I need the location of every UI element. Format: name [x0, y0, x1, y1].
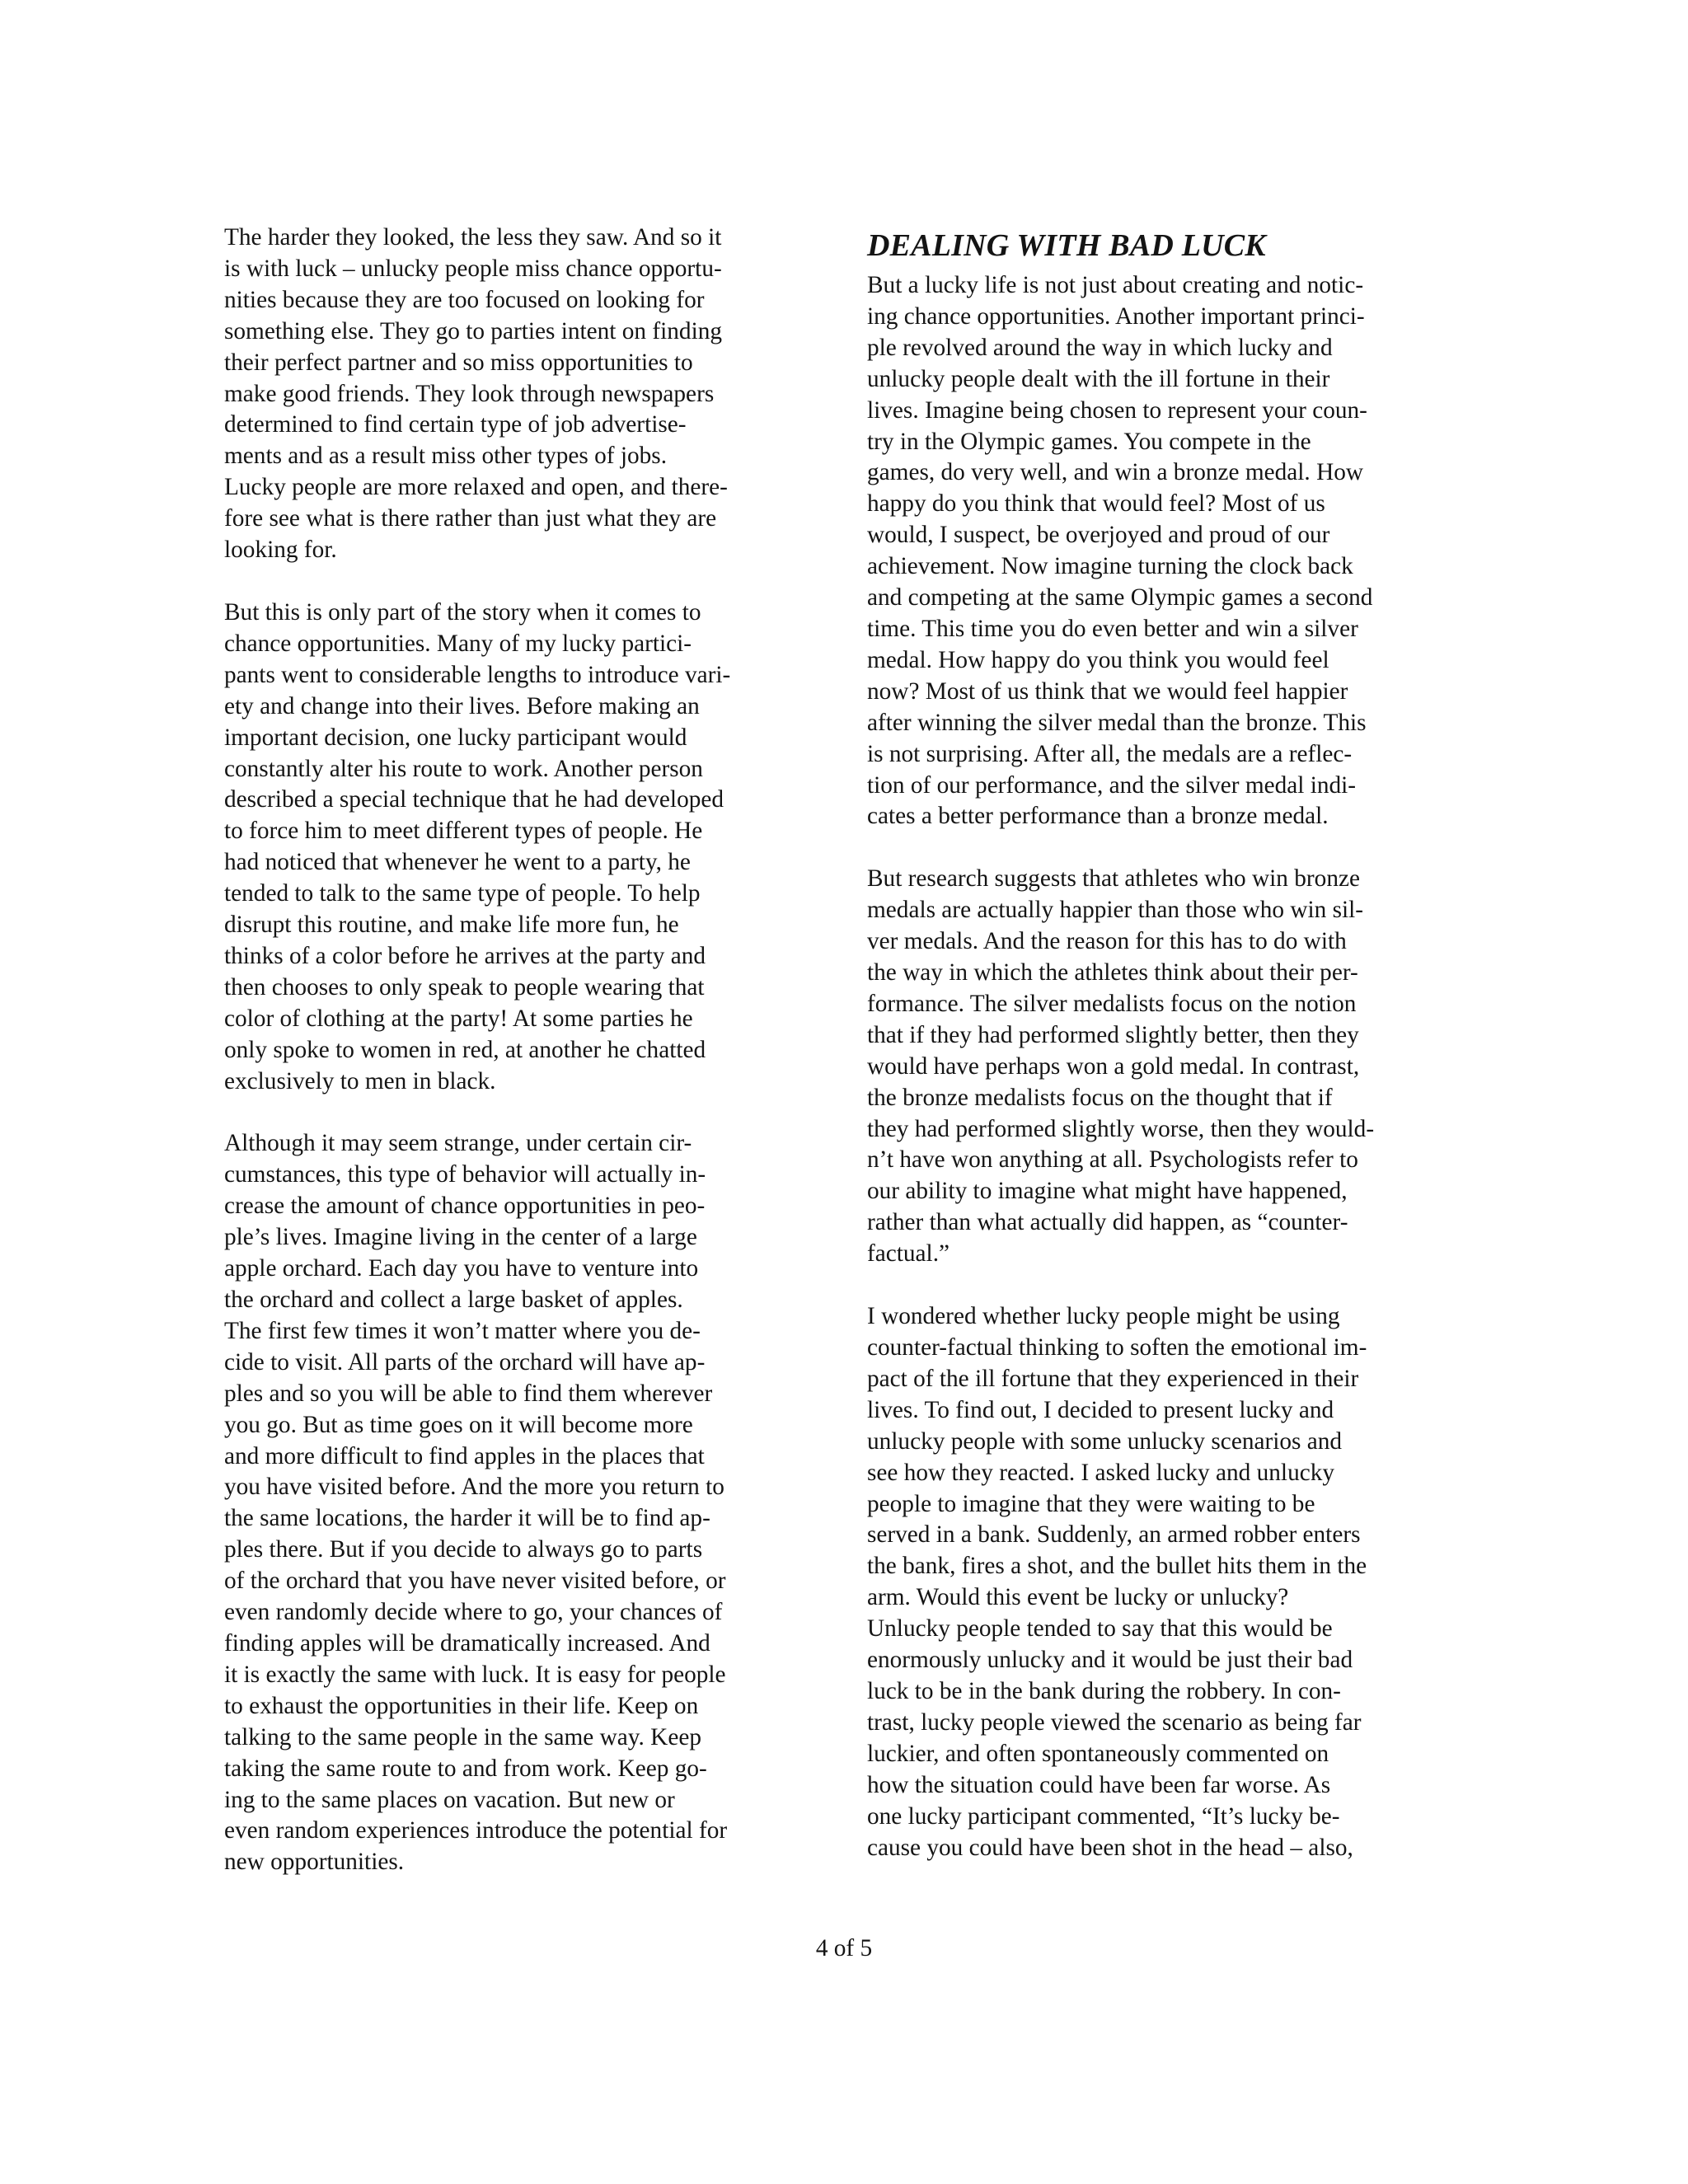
left-column: [224, 223, 809, 1878]
right-paragraph-2: But research suggests that athletes who win bronze medals are actually happier than those who win sil- ver medals. And the reason for this has to do with the way in which the athletes think about their per- formance. The silver medalists focus on the notion that if they had performed slightly better, then they would have perhaps won a gold medal. In contrast, the bronze medalists focus on the thought that if they had performed slightly worse, then they would- n’t have won anything at all. Psychologists refer to our ability to imagine what might have happened, rather than what actually did happen, as “counter- factual.”: [867, 865, 1375, 1268]
right-paragraph-3: I wondered whether lucky people might be using counter-factual thinking to soften the emotional im- pact of the ill fortune that they experienced in their lives. To find out, I decided to present lucky and unlucky people with some unlucky scenarios and see how they reacted. I asked lucky and unlucky people to imagine that they were waiting to be served in a bank. Suddenly, an armed robber enters the bank, fires a shot, and the bullet hits them in the arm. Would this event be lucky or unlucky? Unlucky people tended to say that this would be enormously unlucky and it would be just their bad luck to be in the bank during the robbery. In con- trast, lucky people viewed the scenario as being far luckier, and often spontaneously commented on how the situation could have been far worse. As one lucky participant commented, “It’s lucky be- cause you could have been shot in the head – also,: [867, 1303, 1367, 1861]
left-paragraph-1: The harder they looked, the less they saw. And so it is with luck – unlucky people miss chance opportu- nities because they are too focused on looking for something else. They go to parties intent on finding their perfect partner and so miss opportunities to make good friends. They look through newspapers determined to find certain type of job advertise- ments and as a result miss other types of jobs. Lucky people are more relaxed and open, and there- fore see what is there rather than just what they are looking for.: [224, 224, 728, 564]
right-column: [867, 223, 1452, 1863]
right-paragraph-1: But a lucky life is not just about creating and notic- ing chance opportunities. Another important princi- ple revolved around the way in which lucky and unlucky people dealt with the ill fortune in their lives. Imagine being chosen to represent your coun- try in the Olympic games. You compete in the games, do very well, and win a bronze medal. How happy do you think that would feel? Most of us would, I suspect, be overjoyed and proud of our achievement. Now imagine turning the clock back and competing at the same Olympic games a second time. This time you do even better and win a silver medal. How happy do you think you would feel now? Most of us think that we would feel happier after winning the silver medal than the bronze. This is not surprising. After all, the medals are a reflec- tion of our performance, and the silver medal indi- cates a better performance than a bronze medal.: [867, 272, 1373, 830]
left-paragraph-2: But this is only part of the story when it comes to chance opportunities. Many of my lucky partici- pants went to considerable lengths to introduce vari- ety and change into their lives. Before making an important decision, one lucky participant would constantly alter his route to work. Another person described a special technique that he had developed to force him to meet different types of people. He had noticed that whenever he went to a party, he tended to talk to the same type of people. To help disrupt this routine, and make life more fun, he thinks of a color before he arrives at the party and then chooses to only speak to people wearing that color of clothing at the party! At some parties he only spoke to women in red, at another he chatted exclusively to men in black.: [224, 598, 731, 1094]
left-paragraph-3: Although it may seem strange, under certain cir- cumstances, this type of behavior will actually in- crease the amount of chance opportunities in peo- ple’s lives. Imagine living in the center of a large apple orchard. Each day you have to venture into the orchard and collect a large basket of apples. The first few times it won’t matter where you de- cide to visit. All parts of the orchard will have ap- ples and so you will be able to find them wherever you go. But as time goes on it will become more and more difficult to find apples in the places that you have visited before. And the more you return to the same locations, the harder it will be to find ap- ples there. But if you decide to always go to parts of the orchard that you have never visited before, or even randomly decide where to go, your chances of finding apples will be dramatically increased. And it is exactly the same with luck. It is easy for people to exhaust the opportunities in their life. Keep on talking to the same people in the same way. Keep taking the same route to and from work. Keep go- ing to the same places on vacation. But new or even random experiences introduce the potential for new opportunities.: [224, 1130, 728, 1876]
page-number: 4 of 5: [815, 1935, 873, 1961]
section-heading: DEALING WITH BAD LUCK: [867, 228, 1266, 263]
